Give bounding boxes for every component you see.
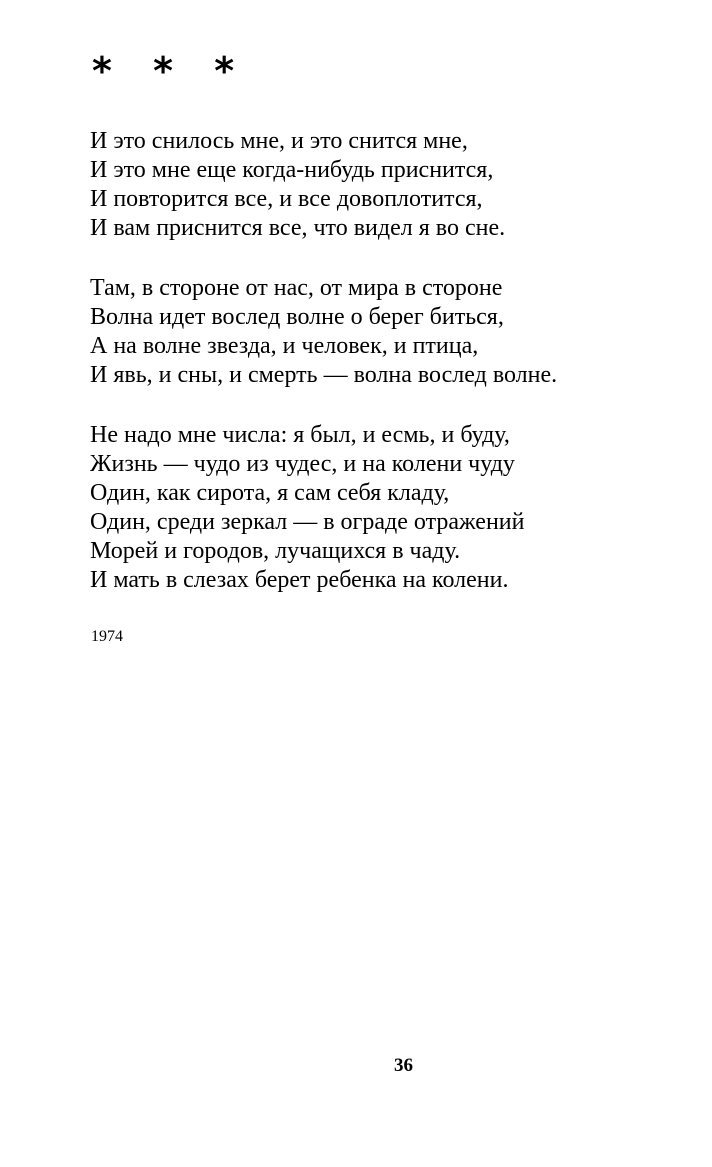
poem-line: И повторится все, и все довоплотится, <box>90 186 483 212</box>
poem-line: И это мне еще когда-нибудь приснится, <box>90 157 494 183</box>
section-ornament: * * * <box>92 49 249 93</box>
poem <box>90 127 690 626</box>
poem-line: Один, как сирота, я сам себя кладу, <box>90 480 450 506</box>
poem-line: Волна идет вослед волне о берег биться, <box>90 304 504 330</box>
stanza-3 <box>90 421 690 595</box>
poem-line: А на волне звезда, и человек, и птица, <box>90 333 479 359</box>
poem-line: Там, в стороне от нас, от мира в стороне <box>90 275 503 301</box>
page-number: 36 <box>394 1055 413 1076</box>
poem-line: Морей и городов, лучащихся в чаду. <box>90 538 461 564</box>
poem-line: Жизнь — чудо из чудес, и на колени чуду <box>90 451 515 477</box>
stanza-1 <box>90 127 690 243</box>
poem-line: Не надо мне числа: я был, и есмь, и буду, <box>90 422 510 448</box>
poem-line: И это снилось мне, и это снится мне, <box>90 128 468 154</box>
poem-line: И явь, и сны, и смерть — волна вослед волне. <box>90 362 558 388</box>
poem-line: И мать в слезах берет ребенка на колени. <box>90 567 509 593</box>
stanza-2 <box>90 274 690 390</box>
poem-line: И вам приснится все, что видел я во сне. <box>90 215 506 241</box>
poem-line: Один, среди зеркал — в ограде отражений <box>90 509 525 535</box>
poem-date: 1974 <box>91 628 123 645</box>
